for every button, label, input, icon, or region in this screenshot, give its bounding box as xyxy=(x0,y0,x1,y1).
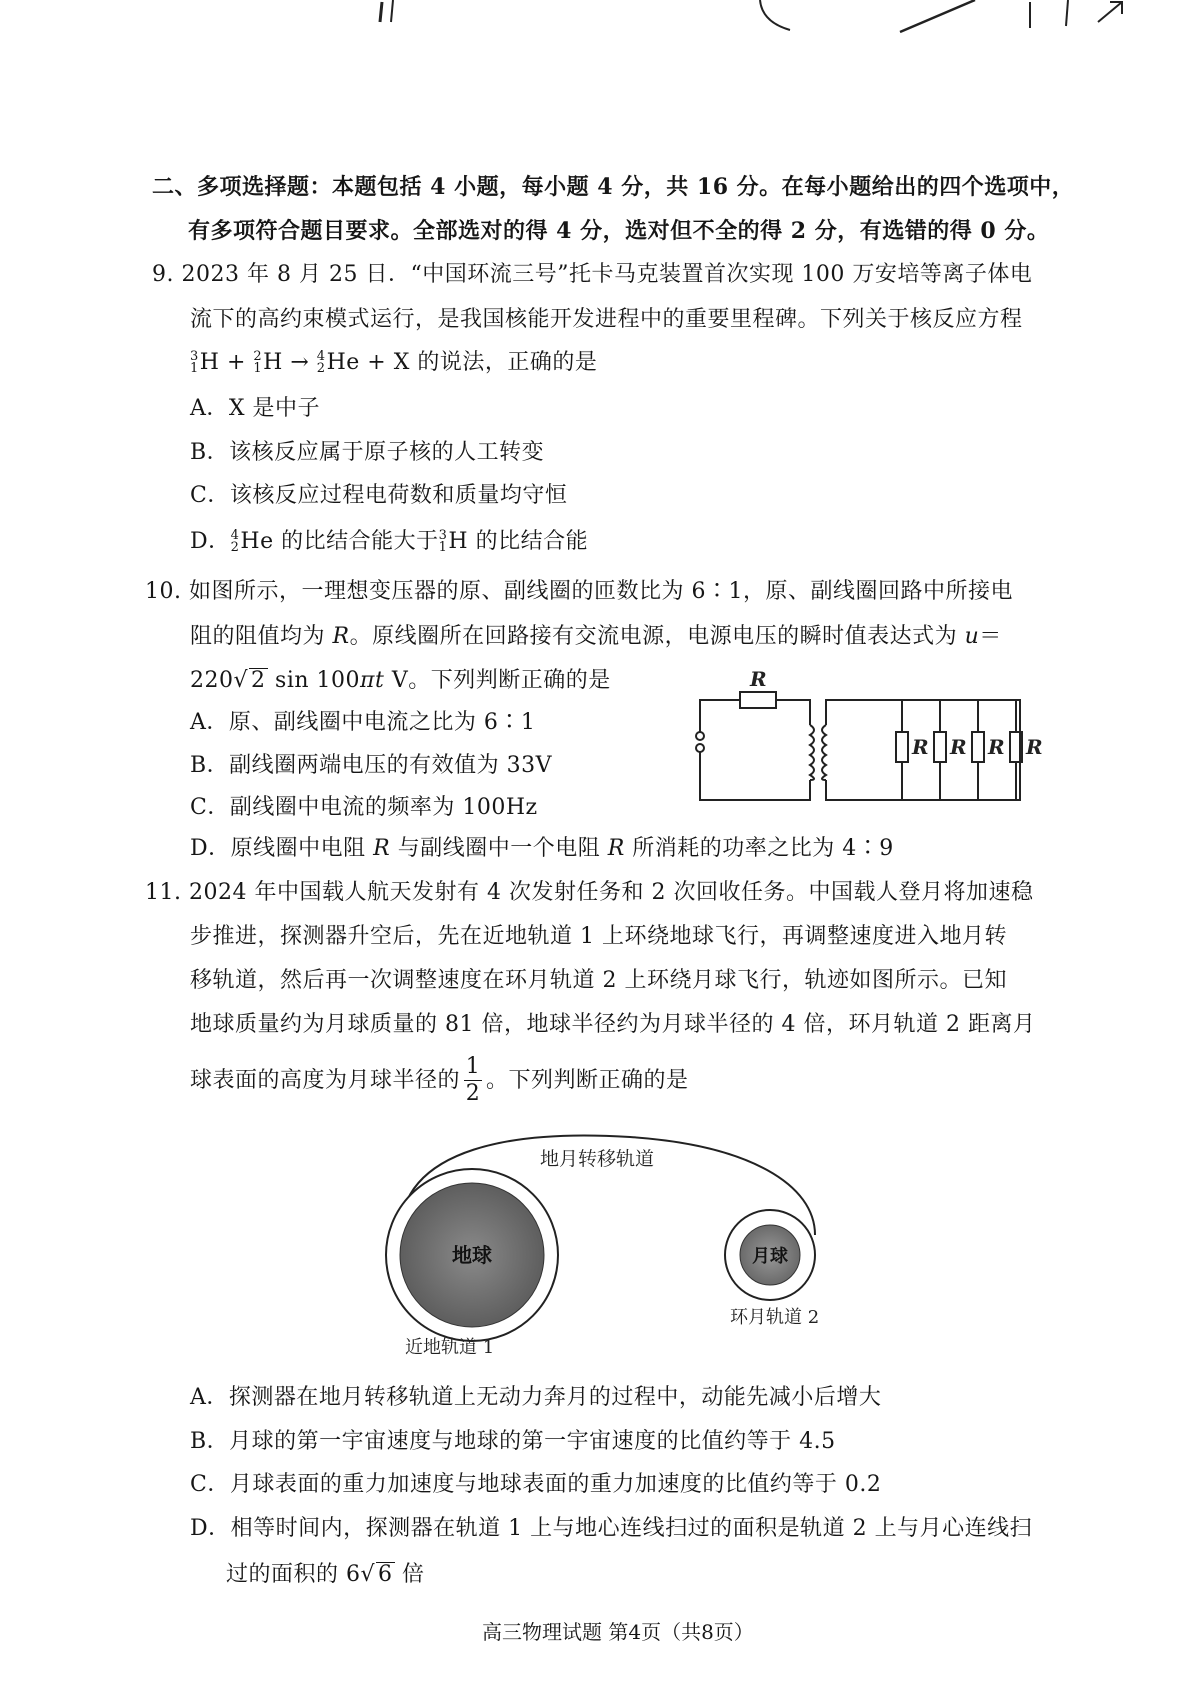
q11-number: 11. xyxy=(145,880,182,905)
eq-arrow: → xyxy=(282,350,317,375)
q10-option-c: C．副线圈中电流的频率为 100Hz xyxy=(190,795,538,820)
q10-number: 10. xyxy=(145,579,182,604)
q11-line1 xyxy=(145,878,1033,908)
transfer-orbit-label: 地月转移轨道 xyxy=(540,1148,655,1170)
section-heading-line1: 二、多项选择题：本题包括 4 小题，每小题 4 分，共 16 分。在每小题给出的四个选项中， xyxy=(152,174,1075,200)
ac-source-terminal-top xyxy=(696,732,704,740)
q9-option-c: C．该核反应过程电荷数和质量均守恒 xyxy=(190,483,568,508)
q9-number: 9. xyxy=(152,262,174,287)
q9-text-line1: 2023 年 8 月 25 日．“中国环流三号”托卡马克装置首次实现 100 万安培等离子体电 xyxy=(181,262,1033,287)
q11-option-a: A．探测器在地月转移轨道上无动力奔月的过程中，动能先减小后增大 xyxy=(190,1385,882,1410)
orbit1-label: 近地轨道 1 xyxy=(405,1337,495,1355)
q9-option-b: B．该核反应属于原子核的人工转变 xyxy=(190,440,545,465)
resistor-label-4: R xyxy=(1026,735,1043,759)
q9-equation-line xyxy=(190,348,597,378)
scan-marks xyxy=(0,0,1200,60)
earth-moon-orbit-diagram xyxy=(370,1125,870,1355)
fraction-one-half: $\frac{1}{2}$ xyxy=(465,1054,481,1106)
q11-line4: 地球质量约为月球质量的 81 倍，地球半径约为月球半径的 4 倍，环月轨道 2 距离月 xyxy=(190,1012,1036,1037)
q9-eq-suffix: 的说法，正确的是 xyxy=(409,350,598,375)
nuclide-deuterium: 2 1 H xyxy=(253,349,283,376)
q9-line2: 流下的高约束模式运行，是我国核能开发进程中的重要里程碑。下列关于核反应方程 xyxy=(190,307,1023,332)
q10-line3: 220√ 2 sin 100πt V。下列判断正确的是 xyxy=(190,668,611,693)
q11-option-d-line1: D．相等时间内，探测器在轨道 1 上与地心连线扫过的面积是轨道 2 上与月心连线扫 xyxy=(190,1516,1033,1541)
resistor-label-primary: R xyxy=(750,670,767,691)
nuclide-helium: 4 2 He xyxy=(316,349,360,376)
q9-line1 xyxy=(152,260,1032,290)
q11-option-b: B．月球的第一宇宙速度与地球的第一宇宙速度的比值约等于 4.5 xyxy=(190,1429,836,1454)
q10-option-d: D．原线圈中电阻 R 与副线圈中一个电阻 R 所消耗的功率之比为 4∶9 xyxy=(190,836,894,861)
q11-option-d-line2: 过的面积的 6√ 6 倍 xyxy=(226,1562,425,1587)
q11-line5: 球表面的高度为月球半径的 $\frac{1}{2}$ 。下列判断正确的是 xyxy=(190,1054,689,1106)
moon-label: 月球 xyxy=(752,1246,788,1267)
transformer-circuit-diagram xyxy=(680,670,1060,810)
q9-option-d: D． 4 2 He 的比结合能大于 3 1 H 的比结合能 xyxy=(190,528,589,555)
earth-label: 地球 xyxy=(452,1243,492,1267)
resistor-label-1: R xyxy=(912,735,929,759)
orbit2-label: 环月轨道 2 xyxy=(730,1307,820,1328)
q11-line3: 移轨道，然后再一次调整速度在环月轨道 2 上环绕月球飞行，轨迹如图所示。已知 xyxy=(190,968,1007,993)
q10-line1 xyxy=(145,577,1013,607)
resistor-label-2: R xyxy=(950,735,967,759)
page-footer: 高三物理试题 第4页（共8页） xyxy=(482,1620,754,1644)
section-heading-line2: 有多项符合题目要求。全部选对的得 4 分，选对但不全的得 2 分，有选错的得 0 分。 xyxy=(188,218,1050,244)
q11-option-c: C．月球表面的重力加速度与地球表面的重力加速度的比值约等于 0.2 xyxy=(190,1472,882,1497)
eq-tail: + X xyxy=(359,350,410,375)
eq-plus: + xyxy=(219,350,254,375)
q10-option-a: A．原、副线圈中电流之比为 6∶1 xyxy=(190,710,536,735)
q9-option-a: A．X 是中子 xyxy=(190,396,321,421)
nuclide-tritium: 3 1 H xyxy=(190,349,220,376)
ac-source-terminal-bottom xyxy=(696,744,704,752)
resistor-label-3: R xyxy=(988,735,1005,759)
q11-line2: 步推进，探测器升空后，先在近地轨道 1 上环绕地球飞行，再调整速度进入地月转 xyxy=(190,924,1007,949)
q10-line2: 阻的阻值均为 R。原线圈所在回路接有交流电源，电源电压的瞬时值表达式为 u＝ xyxy=(190,624,1002,649)
q10-text-line1: 如图所示，一理想变压器的原、副线圈的匝数比为 6∶1，原、副线圈回路中所接电 xyxy=(189,579,1013,604)
q10-option-b: B．副线圈两端电压的有效值为 33V xyxy=(190,753,553,778)
q11-text-line1: 2024 年中国载人航天发射有 4 次发射任务和 2 次回收任务。中国载人登月将加速稳 xyxy=(189,880,1034,905)
